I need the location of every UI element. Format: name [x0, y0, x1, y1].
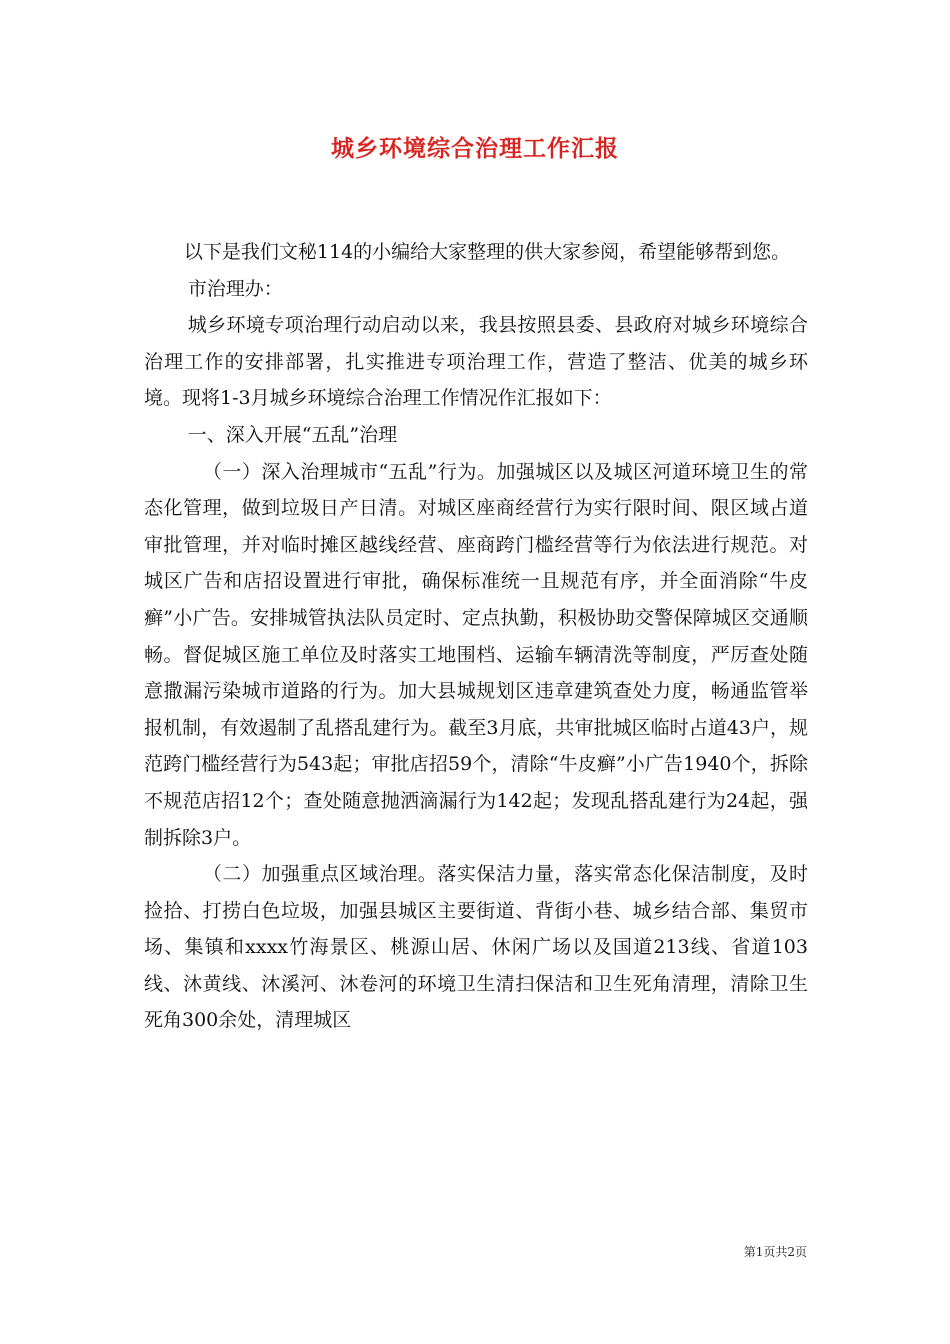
intro-paragraph: 以下是我们文秘114的小编给大家整理的供大家参阅，希望能够帮到您。 — [183, 241, 791, 263]
page-number: 第1页共2页 — [743, 1245, 807, 1259]
subsection-1-paragraph: （一）深入治理城市“五乱”行为。加强城区以及城区河道环境卫生的常态化管理，做到垃圾日产日清。对城区座商经营行为实行限时间、限区域占道审批管理，并对临时摊区越线经营、座商跨门槛经营等行为依法进行规范。对城区广告和店招设置进行审批，确保标准统一且规范有序，并全面消除“牛皮癣”小广告。安排城管执法队员定时、定点执勤，积极协助交警保障城区交通顺畅。督促城区施工单位及时落实工地围档、运输车辆清洗等制度，严厉查处随意撒漏污染城市道路的行为。加大县城规划区违章建筑查处力度，畅通监管举报机制，有效遏制了乱搭乱建行为。截至3月底，共审批城区临时占道43户，规范跨门槛经营行为543起；审批店招59个，清除“牛皮癣”小广告1940个，拆除不规范店招12个；查处随意抛洒滴漏行为142起；发现乱搭乱建行为24起，强制拆除3户。 — [144, 460, 808, 849]
opening-paragraph: 城乡环境专项治理行动启动以来，我县按照县委、县政府对城乡环境综合治理工作的安排部署，扎实推进专项治理工作，营造了整洁、优美的城乡环境。现将1-3月城乡环境综合治理工作情况作汇报如下： — [144, 314, 808, 410]
section-heading-1: 一、深入开展“五乱”治理 — [187, 423, 398, 446]
document-body — [144, 234, 808, 1039]
document-title: 城乡环境综合治理工作汇报 — [331, 135, 619, 162]
subsection-2-paragraph: （二）加强重点区域治理。落实保洁力量，落实常态化保洁制度，及时捡拾、打捞白色垃圾，加强县城区主要街道、背街小巷、城乡结合部、集贸市场、集镇和xxxx竹海景区、桃源山居、休闲广场以及国道213线、省道103线、沐黄线、沐溪河、沐卷河的环境卫生清扫保洁和卫生死角清理，清除卫生死角300余处，清理城区 — [144, 863, 808, 1032]
salutation: 市治理办： — [187, 277, 283, 300]
